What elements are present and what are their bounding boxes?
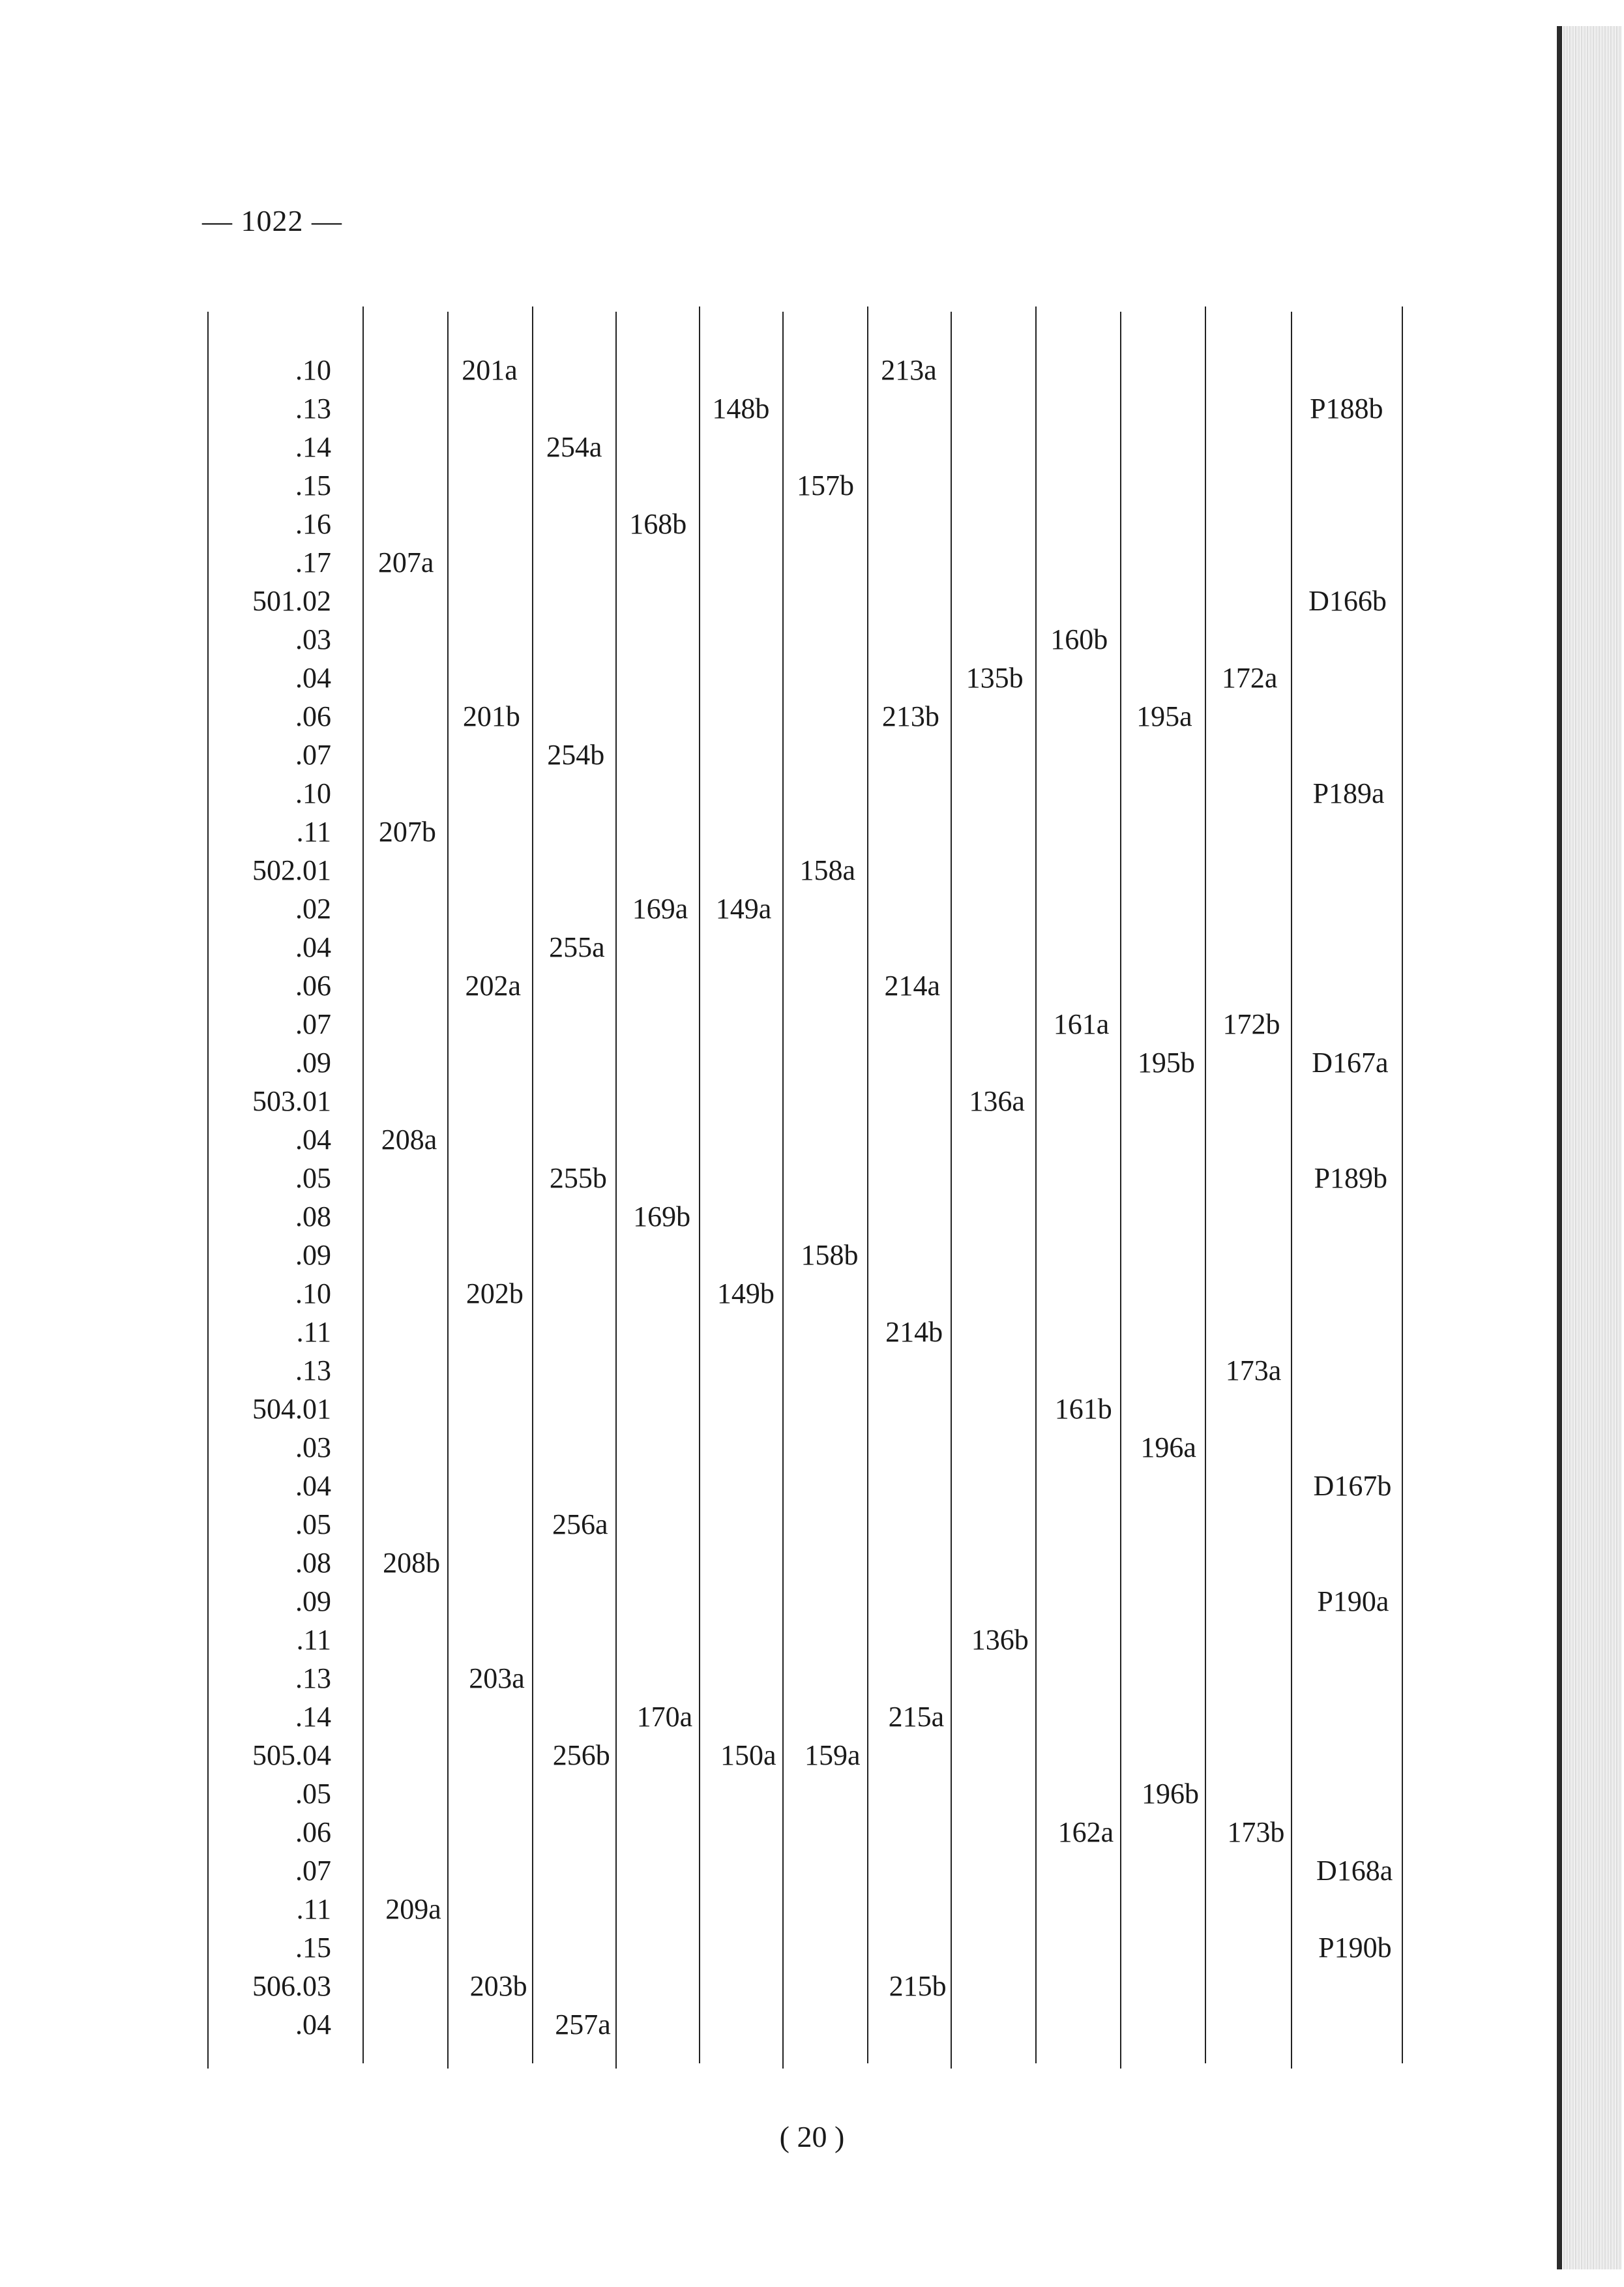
table-cell: 161b — [1054, 1393, 1112, 1425]
table-cell: 195b — [1137, 1047, 1195, 1079]
index-key: .11 — [296, 816, 331, 848]
table-cell: 215a — [888, 1701, 945, 1733]
index-key: 501.02 — [252, 585, 331, 617]
index-key: 505.04 — [252, 1739, 331, 1771]
table-cell: 172a — [1221, 662, 1278, 694]
table-cell: 168b — [629, 508, 687, 540]
table-cell: 201b — [462, 700, 520, 732]
table-cell: 196a — [1140, 1431, 1196, 1463]
index-key: .04 — [295, 662, 331, 694]
table-cell: 195a — [1136, 700, 1192, 732]
index-key: .10 — [295, 354, 331, 386]
index-key: .07 — [295, 1855, 331, 1887]
table-cell: 256b — [552, 1739, 610, 1771]
index-key: .09 — [295, 1239, 331, 1271]
table-cell: 136b — [971, 1624, 1029, 1656]
table-cell: D167a — [1312, 1047, 1389, 1079]
index-key: .10 — [295, 1278, 331, 1309]
index-key: .08 — [295, 1547, 331, 1579]
index-key: .15 — [295, 1932, 331, 1964]
index-key: .07 — [295, 1008, 331, 1040]
table-cell: 202b — [465, 1278, 524, 1309]
column-rule — [532, 306, 533, 2063]
column-rule — [867, 306, 868, 2063]
table-cell: 150a — [720, 1739, 776, 1771]
column-rule — [1120, 312, 1121, 2069]
column-rule — [699, 306, 700, 2063]
table-cell: 136a — [969, 1085, 1025, 1117]
table-cell: 213a — [881, 354, 937, 386]
index-key: .10 — [295, 777, 331, 809]
column-rule — [1035, 306, 1037, 2063]
index-key: .04 — [295, 2009, 331, 2040]
table-cell: 256a — [552, 1508, 608, 1540]
index-key: .07 — [295, 739, 331, 771]
index-key: .05 — [295, 1508, 331, 1540]
table-cell: 213b — [881, 700, 939, 732]
column-rule — [782, 312, 784, 2069]
table-cell: 160b — [1050, 623, 1108, 655]
index-key: 503.01 — [252, 1085, 331, 1117]
index-key: .06 — [295, 1816, 331, 1848]
table-cell: 170a — [636, 1701, 693, 1733]
page-number: — 1022 — — [202, 204, 342, 237]
table-cell: 173b — [1227, 1816, 1285, 1848]
index-key: .05 — [295, 1162, 331, 1194]
table-cell: 203a — [469, 1662, 525, 1694]
index-key: .14 — [295, 431, 331, 463]
table-cell: 254a — [546, 431, 602, 463]
index-key: .13 — [295, 1662, 331, 1694]
table-cell: 169a — [632, 893, 688, 925]
table-cell: D167b — [1313, 1470, 1392, 1502]
table-cell: 159a — [804, 1739, 861, 1771]
index-key: .04 — [295, 1124, 331, 1156]
table-cell: 214a — [884, 970, 940, 1002]
sheet-number: ( 20 ) — [779, 2120, 845, 2153]
table-cell: D166b — [1308, 585, 1387, 617]
index-key: .03 — [295, 623, 331, 655]
column-rule — [1291, 312, 1292, 2069]
table-cell: P189b — [1314, 1162, 1388, 1194]
table-cell: 161a — [1053, 1008, 1110, 1040]
index-key: 504.01 — [252, 1393, 331, 1425]
table-cell: 158a — [799, 854, 855, 886]
index-key: .04 — [295, 931, 331, 963]
index-key: .06 — [295, 970, 331, 1002]
table-cell: 255a — [549, 931, 605, 963]
table-cell: 207a — [377, 546, 434, 578]
index-key: .05 — [295, 1778, 331, 1810]
column-rule — [951, 312, 952, 2069]
index-key: .11 — [296, 1624, 331, 1656]
index-key: .03 — [295, 1431, 331, 1463]
table-cell: 255b — [549, 1162, 607, 1194]
table-cell: 257a — [555, 2009, 611, 2040]
index-key: .15 — [295, 470, 331, 501]
table-cell: 203b — [469, 1970, 527, 2002]
table-cell: P190a — [1317, 1585, 1389, 1617]
index-key: 502.01 — [252, 854, 331, 886]
index-key: .14 — [295, 1701, 331, 1733]
index-key: .17 — [295, 546, 331, 578]
table-cell: 215b — [889, 1970, 947, 2002]
table-cell: 157b — [796, 470, 854, 501]
index-key: .11 — [296, 1316, 331, 1348]
table-cell: 149a — [715, 893, 772, 925]
table-cell: 201a — [462, 354, 518, 386]
index-key: 506.03 — [252, 1970, 331, 2002]
index-key: .13 — [295, 393, 331, 425]
table-cell: 158b — [801, 1239, 859, 1271]
table-cell: 196b — [1142, 1778, 1200, 1810]
index-key: .08 — [295, 1201, 331, 1233]
table-cell: 172b — [1222, 1008, 1280, 1040]
table-cell: 207b — [378, 816, 436, 848]
table-cell: 208b — [383, 1547, 441, 1579]
table-cell: 208a — [381, 1124, 437, 1156]
table-cell: D168a — [1316, 1855, 1393, 1887]
index-key: .11 — [296, 1893, 331, 1925]
table-cell: 162a — [1057, 1816, 1114, 1848]
index-key: .04 — [295, 1470, 331, 1502]
table-cell: P188b — [1310, 393, 1383, 425]
table-cell: 149b — [716, 1278, 775, 1309]
table-cell: 254b — [547, 739, 605, 771]
table-cell: 202a — [465, 970, 521, 1002]
index-key: .13 — [295, 1354, 331, 1386]
table-cell: 173a — [1225, 1354, 1282, 1386]
index-key: .16 — [295, 508, 331, 540]
table-cell: P189a — [1312, 777, 1385, 809]
index-key: .06 — [295, 700, 331, 732]
table-cell: 135b — [966, 662, 1024, 694]
table-cell: 209a — [385, 1893, 441, 1925]
table-cell: P190b — [1318, 1932, 1392, 1964]
index-key: .09 — [295, 1585, 331, 1617]
table-cell: 148b — [712, 393, 770, 425]
index-key: .02 — [295, 893, 331, 925]
table-cell: 169b — [633, 1201, 691, 1233]
table-cell: 214b — [885, 1316, 943, 1348]
index-key: .09 — [295, 1047, 331, 1079]
